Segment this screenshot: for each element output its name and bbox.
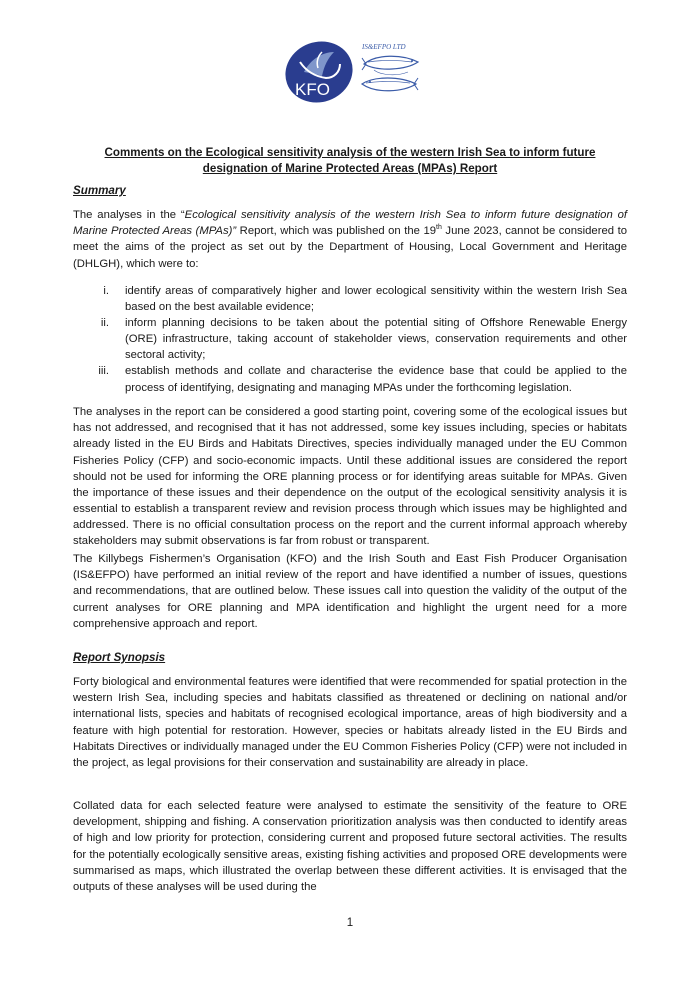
isefpo-logo-icon: [358, 40, 424, 102]
svg-text:KFO: KFO: [295, 80, 330, 99]
section-heading-summary: Summary: [73, 184, 126, 197]
aim-item: i. identify areas of comparatively higher and lower ecological sensitivity within the western Irish Sea based on the best available evidence;: [103, 285, 627, 314]
page-number: 1: [346, 917, 354, 929]
synopsis-paragraph: Forty biological and environmental features were identified that were recommended for spatial protection in the western Irish Sea, including species and habitats classified as threatened or declining on national and/or international lists, species and habitats of recognised ecological importance, areas of high biodiversity and a feature with high potential for restoration. However, species or habitats already listed in the EU Birds and Habitats Directives or individually managed under the EU Common Fisheries Policy (CFP) were not included in the project, as legal provisions for their conservation and sustainability are already in place.: [73, 676, 627, 769]
synopsis-paragraph: Collated data for each selected feature were analysed to estimate the sensitivity of the feature to ORE development, shipping and fishing. A conservation prioritization analysis was then conducted to identify areas of high and low priority for protection, considering current and proposed future sectoral activities. The results for the potentially ecologically sensitive areas, existing fishing activities and proposed ORE developments were summarised as maps, which illustrated the overlap between these different activities. It is envisaged that the outputs of these analyses will be used during the: [73, 800, 627, 893]
summary-intro-paragraph: The analyses in the “Ecological sensitivity analysis of the western Irish Sea to inform future designation of Marine Protected Areas (MPAs)” Report, which was published on the 19th June 2023, cannot be considered to meet the aims of the project as set out by the Department of Housing, Local Government and Heritage (DHLGH), which were to:: [73, 209, 627, 270]
section-heading-report-synopsis: Report Synopsis: [73, 651, 166, 664]
summary-paragraph: The Killybegs Fishermen’s Organisation (KFO) and the Irish South and East Fish Producer Organisation (IS&EFPO) have performed an initial review of the report and have identified a number of issues, questions and recommendations, that are outlined below. These issues call into question the validity of the output of the current analyses for ORE planning and MPA identification and highlight the urgent need for a more comprehensive approach and report.: [73, 553, 627, 630]
aim-item: iii. establish methods and collate and characterise the evidence base that could be applied to the process of identifying, designating and managing MPAs under the forthcoming legislation.: [98, 365, 627, 394]
kfo-logo-icon: [282, 38, 358, 104]
summary-paragraph: The analyses in the report can be considered a good starting point, covering some of the ecological issues but has not addressed, and recognised that it has not addressed, some key issues including, species or habitats already listed in the EU Birds and Habitats Directives, species individually managed under the EU Common Fisheries Policy (CFP) and socio-economic impacts. Until these additional issues are considered the report should not be used for informing the ORE planning process or for identifying areas suitable for MPAs. Given the importance of these issues and their dependence on the output of the ecological sensitivity analysis it is essential to establish a transparent review and revision process through which issues may be highlighted and addressed. There is no official consultation process on the report and the current informal approach whereby stakeholders may submit observations is far from robust or transparent.: [73, 406, 627, 548]
aim-item: ii. inform planning decisions to be taken about the potential siting of Offshore Renewable Energy (ORE) infrastructure, taking account of stakeholder views, conservation requirements and other sectoral activity;: [100, 317, 627, 362]
header-logos: [282, 38, 432, 104]
document-title: Comments on the Ecological sensitivity analysis of the western Irish Sea to inform future designation of Marine Protected Areas (MPAs) Report: [104, 146, 596, 175]
project-aims-list: [73, 283, 627, 396]
svg-text:IS&EFPO LTD: IS&EFPO LTD: [362, 43, 406, 51]
